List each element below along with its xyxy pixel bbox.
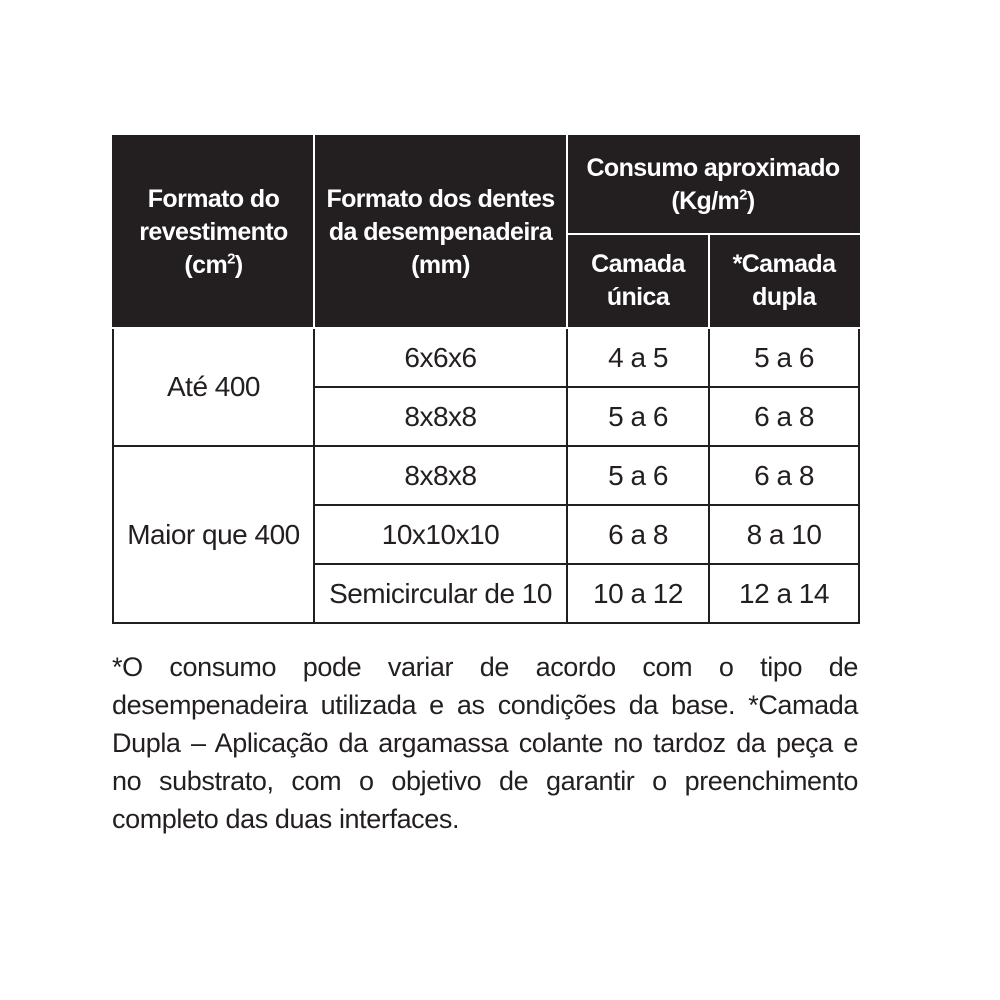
cell-camada-unica: 5 a 6 xyxy=(567,387,709,446)
footnote: *O consumo pode variar de acordo com o tipo de desempenadeira utilizada e as condições da base. *Camada Dupla – Aplicação da argamassa colante no tardoz da peça e no substrato, com o objetivo de garantir o preenchimento completo das duas interfaces. xyxy=(112,652,858,834)
cell-formato: Semicircular de 10 xyxy=(314,564,567,623)
cell-formato: 6x6x6 xyxy=(314,328,567,387)
header-camada-dupla: *Camada dupla xyxy=(709,234,859,328)
cell-camada-dupla: 12 a 14 xyxy=(709,564,859,623)
table-row xyxy=(113,328,859,387)
header-formato-revestimento: Formato do revestimento $(cm^2)$ xyxy=(113,136,314,328)
cell-formato: 8x8x8 xyxy=(314,387,567,446)
cell-camada-unica: 5 a 6 xyxy=(567,446,709,505)
cell-camada-dupla: 6 a 8 xyxy=(709,446,859,505)
cell-camada-dupla: 5 a 6 xyxy=(709,328,859,387)
cell-formato: 10x10x10 xyxy=(314,505,567,564)
cell-camada-unica: 10 a 12 xyxy=(567,564,709,623)
group-label: Maior que 400 xyxy=(113,446,314,623)
group-label: Até 400 xyxy=(113,328,314,446)
cell-formato: 8x8x8 xyxy=(314,446,567,505)
header-formato-dentes: Formato dos dentes da desempenadeira (mm) xyxy=(314,136,567,328)
cell-camada-unica: 6 a 8 xyxy=(567,505,709,564)
cell-camada-dupla: 6 a 8 xyxy=(709,387,859,446)
cell-camada-unica: 4 a 5 xyxy=(567,328,709,387)
header-consumo-aproximado: Consumo aproximado $(Kg/m^2)$ xyxy=(567,136,859,234)
table-body xyxy=(113,328,859,623)
header-camada-unica: Camada única xyxy=(567,234,709,328)
consumption-table xyxy=(112,135,860,624)
table-row xyxy=(113,446,859,505)
table-header xyxy=(113,136,859,328)
cell-camada-dupla: 8 a 10 xyxy=(709,505,859,564)
consumption-table-container xyxy=(112,135,858,624)
